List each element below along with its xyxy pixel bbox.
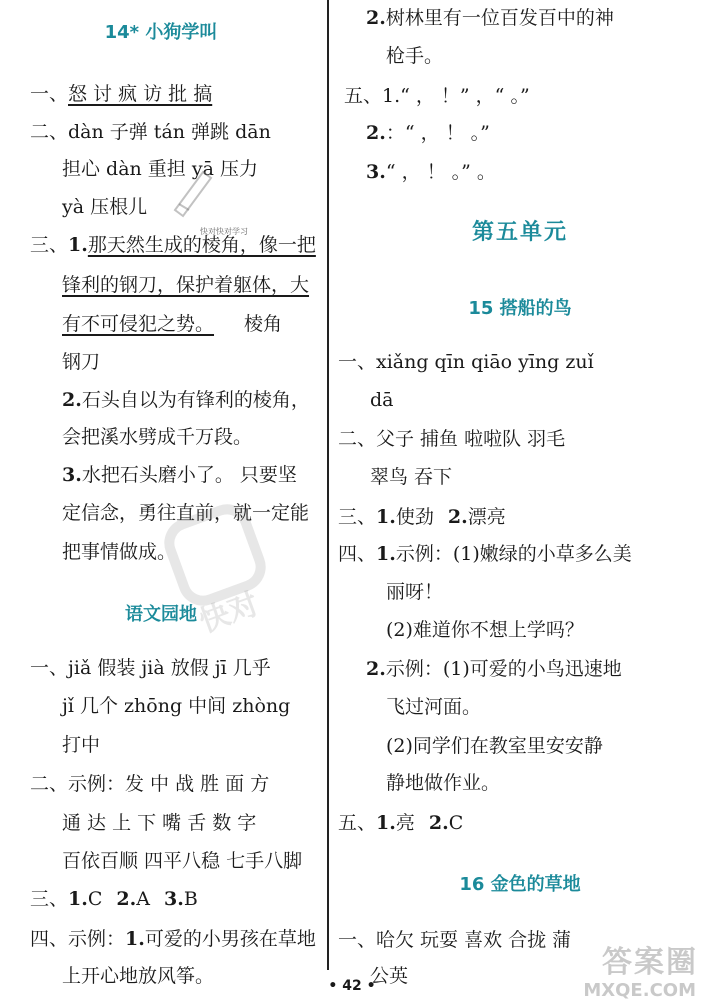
s15-q5-a: 亮 [395, 812, 415, 834]
q2-line2: 担心 dàn 重担 yā 压力 [62, 158, 258, 180]
big-watermark: 快对 [195, 586, 264, 640]
q1-chars: 怒 讨 疯 访 批 搞 [68, 83, 213, 105]
q3-item1-text3b: 棱角 [244, 313, 283, 335]
stamp-logo: 答案圈 [602, 945, 698, 980]
s16-q1-line2: 公英 [370, 965, 409, 987]
q3-item2-text1: 石头自以为有锋利的棱角， [81, 389, 310, 411]
pen-icon [165, 160, 215, 220]
q3-item3-line3: 把事情做成。 [62, 541, 177, 563]
g3-b: A [136, 888, 150, 910]
s15-q3-a-num: 1. [376, 506, 396, 528]
g4-text1: 可爱的小男孩在草地 [144, 928, 316, 950]
g3-c: B [183, 888, 198, 910]
top-item2-num: 2. [366, 7, 386, 29]
q3-item3-line1 [62, 463, 297, 487]
s15-q1-line1: 一、xiǎng qīn qiāo yīng zuǐ [338, 351, 594, 373]
s15-q5-line [338, 811, 463, 835]
s15-q4-line3: (2)难道你不想上学吗？ [386, 619, 584, 641]
g1-line1: 一、jiǎ 假装 jià 放假 jī 几乎 [30, 657, 271, 679]
g2-line2: 通 达 上 下 嘴 舌 数 字 [62, 812, 257, 834]
q3-item2-line2: 会把溪水劈成千万段。 [62, 426, 253, 448]
page-number: • 42 • [328, 978, 376, 994]
s15-q1-line2: dā [370, 389, 394, 411]
stamp-url: MXQE.COM [583, 980, 696, 1001]
q5-line1 [344, 84, 530, 108]
q3-item1-line2 [62, 273, 309, 297]
q5-line1-text: “ ， ！” ，“ 。” [400, 85, 530, 107]
g2-line3: 百依百顺 四平八稳 七手八脚 [62, 850, 303, 872]
section-15-title: 15 搭船的鸟 [468, 298, 572, 319]
q1-num: 一、 [30, 83, 69, 105]
q3-item1-line1 [30, 233, 316, 257]
s15-q2-line2: 翠鸟 吞下 [370, 466, 453, 488]
q5-line3-text: “ ， ！ 。” 。 [385, 161, 496, 183]
q3-num: 三、 [30, 234, 69, 256]
q3-item3-line2: 定信念，勇往直前，就一定能 [62, 502, 310, 524]
s15-q5-a-num: 1. [376, 812, 396, 834]
s15-q4-line6: (2)同学们在教室里安安静 [386, 735, 603, 757]
s15-q4-line7: 静地做作业。 [386, 772, 501, 794]
q1-line [30, 82, 212, 106]
g3-num: 三、 [30, 888, 69, 910]
q3-item1-line3 [62, 312, 282, 336]
q5-line3-num: 3. [366, 161, 386, 183]
g3-b-num: 2. [116, 888, 137, 910]
s15-q4-item1-num: 1. [376, 543, 396, 565]
q3-item3-text1: 水把石头磨小了。 只要坚 [81, 464, 297, 486]
right-column [336, 0, 704, 1005]
unit-5-title: 第五单元 [471, 219, 568, 245]
s15-q3-num: 三、 [338, 506, 377, 528]
s15-q4-line4 [366, 657, 622, 681]
g4-num: 四、示例： [30, 928, 126, 950]
q2-line3: yà 压根儿 [62, 196, 148, 218]
g3-a: C [87, 888, 103, 910]
garden-title: 语文园地 [125, 604, 197, 625]
s15-q3-a: 使劲 [395, 506, 434, 528]
q5-line3 [366, 160, 496, 184]
q3-item1-num: 1. [68, 234, 88, 256]
s15-q4-text1: 示例：(1)嫩绿的小草多么美 [395, 543, 632, 565]
s15-q3-b: 漂亮 [467, 506, 506, 528]
column-divider [327, 0, 329, 970]
g2-line1: 二、示例：发 中 战 胜 面 方 [30, 773, 270, 795]
small-watermark: 快对快对学习 [200, 227, 248, 236]
s15-q2-line1: 二、父子 捕鱼 啦啦队 羽毛 [338, 428, 566, 450]
g1-line2: jǐ 几个 zhōng 中间 zhòng [62, 695, 291, 717]
s15-q4-text4: 示例：(1)可爱的小鸟迅速地 [385, 658, 622, 680]
q5-line1-num: 五、1. [344, 85, 401, 107]
s15-q4-line2: 丽呀！ [386, 581, 444, 603]
s15-q4-item2-num: 2. [366, 658, 386, 680]
q3-item2-num: 2. [62, 389, 82, 411]
section-14-title: 14* 小狗学叫 [104, 22, 218, 43]
s15-q5-b: C [448, 812, 464, 834]
top-item2-text1: 树林里有一位百发百中的神 [385, 7, 614, 29]
s15-q5-b-num: 2. [428, 812, 449, 834]
s15-q4-num: 四、 [338, 543, 377, 565]
q5-line2-text: ：“ ， ！ 。” [385, 122, 490, 144]
q3-item3-num: 3. [62, 464, 82, 486]
q2-line1: 二、dàn 子弹 tán 弹跳 dān [30, 121, 271, 143]
s15-q4-line1 [338, 542, 632, 566]
g3-c-num: 3. [163, 888, 184, 910]
s15-q3-b-num: 2. [447, 506, 468, 528]
q5-line2 [366, 121, 490, 145]
g3-line [30, 887, 198, 911]
g4-line2: 上开心地放风筝。 [62, 965, 215, 987]
top-item2-line1 [366, 6, 614, 30]
s16-q1-line1: 一、哈欠 玩耍 喜欢 合拢 蒲 [338, 929, 572, 951]
q3-item1-text3: 有不可侵犯之势。 [62, 313, 215, 335]
s15-q3-line [338, 505, 506, 529]
s15-q4-line5: 飞过河面。 [386, 696, 482, 718]
g3-a-num: 1. [68, 888, 88, 910]
g1-line3: 打中 [62, 734, 101, 756]
q3-item1-text1: 那天然生成的棱角，像一把 [87, 234, 316, 256]
top-item2-line2: 枪手。 [386, 45, 444, 67]
q3-item1-line4: 钢刀 [62, 351, 101, 373]
q5-line2-num: 2. [366, 122, 386, 144]
q3-item2-line1 [62, 388, 310, 412]
s15-q5-num: 五、 [338, 812, 377, 834]
g4-line1 [30, 927, 316, 951]
g4-item1-num: 1. [125, 928, 145, 950]
section-16-title: 16 金色的草地 [459, 874, 581, 895]
q3-item1-text2: 锋利的钢刀，保护着躯体，大 [62, 274, 310, 296]
